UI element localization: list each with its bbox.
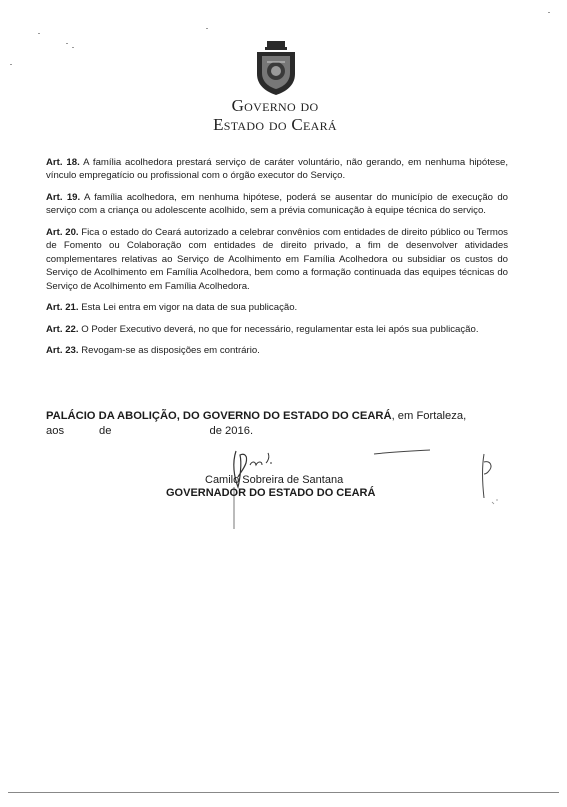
scan-speck (38, 33, 40, 34)
closing-line-2: aos de de 2016. (46, 425, 254, 437)
scan-speck (548, 12, 550, 13)
signature-dash-icon (372, 446, 432, 458)
closing-line-1: PALÁCIO DA ABOLIÇÃO, DO GOVERNO DO ESTADO DO CEARÁ, em Fortaleza, (46, 410, 467, 422)
article-19: Art. 19. A família acolhedora, em nenhuma hipótese, poderá se ausentar do município de execução do serviço com a criança ou adolescente acolhido, sem a prévia comunicação à equipe técnica do serviço. (46, 192, 508, 217)
header-government-line: Governo do (231, 96, 319, 115)
scan-speck (66, 43, 68, 44)
header-state-line: Estado do Ceará (213, 115, 337, 134)
signer-role: GOVERNADOR DO ESTADO DO CEARÁ (166, 487, 376, 499)
articles-section (46, 156, 508, 366)
closing-statement (46, 409, 518, 439)
page-bottom-edge (8, 792, 559, 793)
article-22: Art. 22. O Poder Executivo deverá, no que for necessário, regulamentar esta lei após sua publicação. (46, 323, 479, 335)
initials-signature-icon (474, 450, 504, 510)
article-23: Art. 23. Revogam-se as disposições em contrário. (46, 345, 260, 357)
scan-speck (72, 47, 74, 48)
signer-name: Camilo Sobreira de Santana (205, 474, 344, 486)
article-18: Art. 18. A família acolhedora prestará serviço de caráter voluntário, não gerando, em nenhuma hipótese, vínculo empregatício ou profissional com o órgão executor do Serviço. (46, 157, 509, 182)
article-21: Art. 21. Esta Lei entra em vigor na data de sua publicação. (46, 302, 298, 314)
scan-speck (10, 64, 12, 65)
state-coat-of-arms-icon (253, 40, 299, 96)
article-20: Art. 20. Fica o estado do Ceará autorizado a celebrar convênios com entidades de direito público ou Termos de Fomento ou Colaboração com entidades de direito privado, a fim de desenvolver atividades complementares relativas ao Serviço de Acolhimento em Família Acolhedora ou subsidiar os custos do Serviço de Acolhimento em Família Acolhedora, bem como a formação continuada das equipes técnicas do Serviço de Acolhimento em Família Acolhedora. (46, 227, 508, 292)
scan-speck (206, 28, 208, 29)
